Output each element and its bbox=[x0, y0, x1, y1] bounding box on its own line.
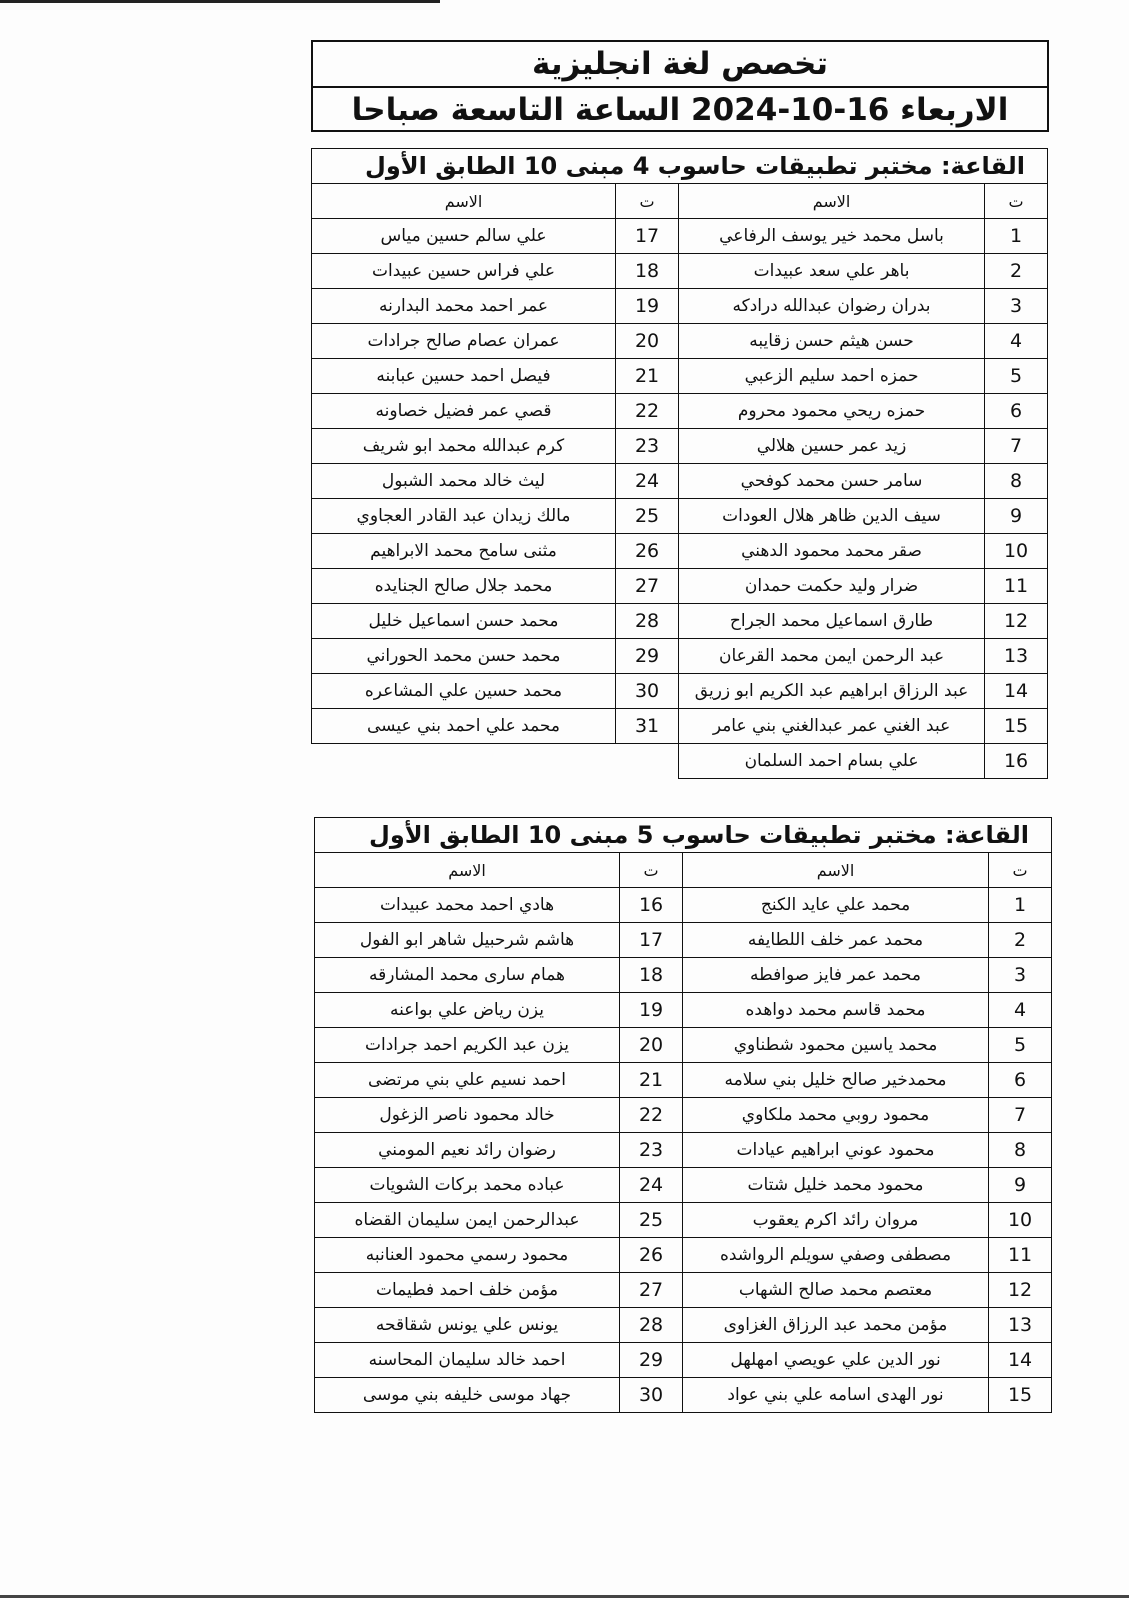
seat-number: 14 bbox=[989, 1343, 1052, 1378]
seat-number: 7 bbox=[985, 429, 1048, 464]
seat-number: 29 bbox=[616, 639, 679, 674]
student-name: سيف الدين ظاهر هلال العودات bbox=[679, 499, 985, 534]
table-row bbox=[315, 1063, 1052, 1098]
col-header-name: الاسم bbox=[679, 184, 985, 219]
seat-number: 22 bbox=[616, 394, 679, 429]
seat-number: 21 bbox=[620, 1063, 683, 1098]
student-name: صقر محمد محمود الدهني bbox=[679, 534, 985, 569]
seat-number: 9 bbox=[989, 1168, 1052, 1203]
student-name: مصطفى وصفي سويلم الرواشده bbox=[683, 1238, 989, 1273]
student-name: ليث خالد محمد الشبول bbox=[312, 464, 616, 499]
seat-number: 16 bbox=[985, 744, 1048, 779]
student-name: نور الدين علي عويصي امهلهل bbox=[683, 1343, 989, 1378]
col-header-number: ت bbox=[989, 853, 1052, 888]
student-rows bbox=[315, 888, 1052, 1413]
student-name: خالد محمود ناصر الزغول bbox=[315, 1098, 620, 1133]
seat-number: 26 bbox=[620, 1238, 683, 1273]
seat-number: 5 bbox=[989, 1028, 1052, 1063]
table-row bbox=[312, 429, 1048, 464]
table-row bbox=[312, 499, 1048, 534]
seat-number: 6 bbox=[985, 394, 1048, 429]
table-row bbox=[315, 1168, 1052, 1203]
student-name: محمد حسن اسماعيل خليل bbox=[312, 604, 616, 639]
student-name: مروان رائد اكرم يعقوب bbox=[683, 1203, 989, 1238]
col-header-name: الاسم bbox=[683, 853, 989, 888]
student-name: عبدالرحمن ايمن سليمان القضاه bbox=[315, 1203, 620, 1238]
seat-number: 23 bbox=[620, 1133, 683, 1168]
table-row bbox=[312, 674, 1048, 709]
lab-4-seating-table bbox=[311, 148, 1048, 779]
seat-number: 17 bbox=[616, 219, 679, 254]
exam-date-time: الاربعاء 16-10-2024 الساعة التاسعة صباحا bbox=[313, 86, 1047, 132]
hall-title: القاعة: مختبر تطبيقات حاسوب 5 مبنى 10 الطابق الأول bbox=[315, 818, 1052, 853]
student-name: قصي عمر فضيل خصاونه bbox=[312, 394, 616, 429]
student-name: عباده محمد بركات الشويات bbox=[315, 1168, 620, 1203]
table-row bbox=[312, 744, 1048, 779]
student-name: كرم عبدالله محمد ابو شريف bbox=[312, 429, 616, 464]
student-name: مالك زيدان عبد القادر العجاوي bbox=[312, 499, 616, 534]
seat-number: 26 bbox=[616, 534, 679, 569]
table-row bbox=[315, 1308, 1052, 1343]
table-row bbox=[312, 324, 1048, 359]
table-row bbox=[315, 1203, 1052, 1238]
table-row bbox=[315, 958, 1052, 993]
seat-number: 12 bbox=[989, 1273, 1052, 1308]
student-name: محمد ياسين محمود شطناوي bbox=[683, 1028, 989, 1063]
seat-number: 29 bbox=[620, 1343, 683, 1378]
lab-5-seating-table bbox=[314, 817, 1052, 1413]
seat-number: 24 bbox=[616, 464, 679, 499]
student-name: فيصل احمد حسين عبابنه bbox=[312, 359, 616, 394]
table-row bbox=[312, 359, 1048, 394]
seat-number: 3 bbox=[985, 289, 1048, 324]
student-name: مؤمن محمد عبد الرزاق الغزاوى bbox=[683, 1308, 989, 1343]
seat-number: 30 bbox=[620, 1378, 683, 1413]
seat-number: 4 bbox=[989, 993, 1052, 1028]
student-name: محمود عوني ابراهيم عيادات bbox=[683, 1133, 989, 1168]
table-row bbox=[312, 639, 1048, 674]
student-name: طارق اسماعيل محمد الجراح bbox=[679, 604, 985, 639]
student-name: يزن عبد الكريم احمد جرادات bbox=[315, 1028, 620, 1063]
scan-top-edge bbox=[0, 0, 440, 3]
seat-number: 25 bbox=[616, 499, 679, 534]
seat-number: 19 bbox=[620, 993, 683, 1028]
student-name: محمد علي احمد بني عيسى bbox=[312, 709, 616, 744]
seat-number: 22 bbox=[620, 1098, 683, 1133]
student-name: مثنى سامح محمد الابراهيم bbox=[312, 534, 616, 569]
student-name: محمود محمد خليل شتات bbox=[683, 1168, 989, 1203]
seat-number: 13 bbox=[989, 1308, 1052, 1343]
student-name: عبد الرزاق ابراهيم عبد الكريم ابو زريق bbox=[679, 674, 985, 709]
table-row bbox=[312, 569, 1048, 604]
student-name: رضوان رائد نعيم المومني bbox=[315, 1133, 620, 1168]
seat-number: 18 bbox=[620, 958, 683, 993]
seat-number: 7 bbox=[989, 1098, 1052, 1133]
seat-number: 25 bbox=[620, 1203, 683, 1238]
seat-number: 2 bbox=[985, 254, 1048, 289]
student-name: محمدخير صالح خليل بني سلامه bbox=[683, 1063, 989, 1098]
table-row bbox=[312, 219, 1048, 254]
seat-number: 27 bbox=[616, 569, 679, 604]
table-row bbox=[312, 289, 1048, 324]
student-name: محمد علي عايد الكنج bbox=[683, 888, 989, 923]
table-row bbox=[312, 394, 1048, 429]
student-name: سامر حسن محمد كوفحي bbox=[679, 464, 985, 499]
student-rows bbox=[312, 219, 1048, 779]
hall-title: القاعة: مختبر تطبيقات حاسوب 4 مبنى 10 الطابق الأول bbox=[312, 149, 1048, 184]
seat-number: 10 bbox=[985, 534, 1048, 569]
seat-number: 10 bbox=[989, 1203, 1052, 1238]
table-row bbox=[315, 888, 1052, 923]
seat-number: 4 bbox=[985, 324, 1048, 359]
seat-number: 16 bbox=[620, 888, 683, 923]
seat-number: 9 bbox=[985, 499, 1048, 534]
seat-number: 28 bbox=[620, 1308, 683, 1343]
seat-number: 31 bbox=[616, 709, 679, 744]
student-name: ضرار وليد حكمت حمدان bbox=[679, 569, 985, 604]
student-name: همام سارى محمد المشارقه bbox=[315, 958, 620, 993]
seat-number: 20 bbox=[616, 324, 679, 359]
student-name: هادي احمد محمد عبيدات bbox=[315, 888, 620, 923]
table-row bbox=[312, 709, 1048, 744]
student-name: معتصم محمد صالح الشهاب bbox=[683, 1273, 989, 1308]
table-row bbox=[315, 1378, 1052, 1413]
table-row bbox=[312, 464, 1048, 499]
col-header-name: الاسم bbox=[312, 184, 616, 219]
student-name: علي بسام احمد السلمان bbox=[679, 744, 985, 779]
student-name: مؤمن خلف احمد فطيمات bbox=[315, 1273, 620, 1308]
table-row bbox=[312, 534, 1048, 569]
table-row bbox=[315, 1028, 1052, 1063]
table-row bbox=[312, 604, 1048, 639]
student-name: يزن رياض علي بواعنه bbox=[315, 993, 620, 1028]
table-row bbox=[315, 1238, 1052, 1273]
seat-number: 6 bbox=[989, 1063, 1052, 1098]
student-name: عبد الغني عمر عبدالغني بني عامر bbox=[679, 709, 985, 744]
seat-number: 12 bbox=[985, 604, 1048, 639]
student-name: باسل محمد خير يوسف الرفاعي bbox=[679, 219, 985, 254]
seat-number: 15 bbox=[985, 709, 1048, 744]
seat-number: 23 bbox=[616, 429, 679, 464]
student-name: احمد نسيم علي بني مرتضى bbox=[315, 1063, 620, 1098]
student-name: علي سالم حسين مياس bbox=[312, 219, 616, 254]
seat-number: 30 bbox=[616, 674, 679, 709]
seat-number: 8 bbox=[989, 1133, 1052, 1168]
student-name: محمد عمر فايز صوافطه bbox=[683, 958, 989, 993]
student-name: محمد قاسم محمد دواهده bbox=[683, 993, 989, 1028]
table-row bbox=[315, 923, 1052, 958]
table-row bbox=[315, 993, 1052, 1028]
seat-number: 1 bbox=[989, 888, 1052, 923]
student-name: زيد عمر حسين هلالي bbox=[679, 429, 985, 464]
student-name: جهاد موسى خليفه بني موسى bbox=[315, 1378, 620, 1413]
seat-number: 3 bbox=[989, 958, 1052, 993]
empty-cell bbox=[312, 744, 679, 779]
seat-number: 5 bbox=[985, 359, 1048, 394]
major-title: تخصص لغة انجليزية bbox=[532, 46, 828, 82]
student-name: حمزه احمد سليم الزعبي bbox=[679, 359, 985, 394]
seat-number: 2 bbox=[989, 923, 1052, 958]
student-name: بدران رضوان عبدالله درادكه bbox=[679, 289, 985, 324]
seat-number: 27 bbox=[620, 1273, 683, 1308]
student-name: عمران عصام صالح جرادات bbox=[312, 324, 616, 359]
seat-number: 15 bbox=[989, 1378, 1052, 1413]
seat-number: 28 bbox=[616, 604, 679, 639]
student-name: محمد جلال صالح الجنايده bbox=[312, 569, 616, 604]
student-name: محمود رسمي محمود العنانبه bbox=[315, 1238, 620, 1273]
col-header-number: ت bbox=[985, 184, 1048, 219]
table-row bbox=[312, 254, 1048, 289]
seat-number: 8 bbox=[985, 464, 1048, 499]
student-name: علي فراس حسين عبيدات bbox=[312, 254, 616, 289]
table-row bbox=[315, 1273, 1052, 1308]
seat-number: 13 bbox=[985, 639, 1048, 674]
seat-number: 17 bbox=[620, 923, 683, 958]
col-header-number: ت bbox=[616, 184, 679, 219]
student-name: هاشم شرحبيل شاهر ابو الفول bbox=[315, 923, 620, 958]
student-name: باهر علي سعد عبيدات bbox=[679, 254, 985, 289]
table-row bbox=[315, 1343, 1052, 1378]
seat-number: 20 bbox=[620, 1028, 683, 1063]
table-row bbox=[315, 1098, 1052, 1133]
student-name: محمد حسين علي المشاعره bbox=[312, 674, 616, 709]
seat-number: 14 bbox=[985, 674, 1048, 709]
student-name: محمد حسن محمد الحوراني bbox=[312, 639, 616, 674]
student-name: محمد عمر خلف اللطايفه bbox=[683, 923, 989, 958]
col-header-name: الاسم bbox=[315, 853, 620, 888]
student-name: حسن هيثم حسن زقايبه bbox=[679, 324, 985, 359]
seat-number: 24 bbox=[620, 1168, 683, 1203]
student-name: حمزه ريحي محمود محروم bbox=[679, 394, 985, 429]
col-header-number: ت bbox=[620, 853, 683, 888]
table-row bbox=[315, 1133, 1052, 1168]
student-name: عبد الرحمن ايمن محمد القرعان bbox=[679, 639, 985, 674]
seat-number: 11 bbox=[985, 569, 1048, 604]
seat-number: 19 bbox=[616, 289, 679, 324]
exam-header bbox=[311, 40, 1049, 132]
seat-number: 1 bbox=[985, 219, 1048, 254]
seat-number: 11 bbox=[989, 1238, 1052, 1273]
student-name: محمود روبي محمد ملكاوي bbox=[683, 1098, 989, 1133]
seat-number: 21 bbox=[616, 359, 679, 394]
student-name: احمد خالد سليمان المحاسنه bbox=[315, 1343, 620, 1378]
scan-bottom-edge bbox=[0, 1595, 1129, 1598]
seat-number: 18 bbox=[616, 254, 679, 289]
student-name: نور الهدى اسامه علي بني عواد bbox=[683, 1378, 989, 1413]
student-name: عمر احمد محمد البدارنه bbox=[312, 289, 616, 324]
student-name: يونس علي يونس شقاقحه bbox=[315, 1308, 620, 1343]
